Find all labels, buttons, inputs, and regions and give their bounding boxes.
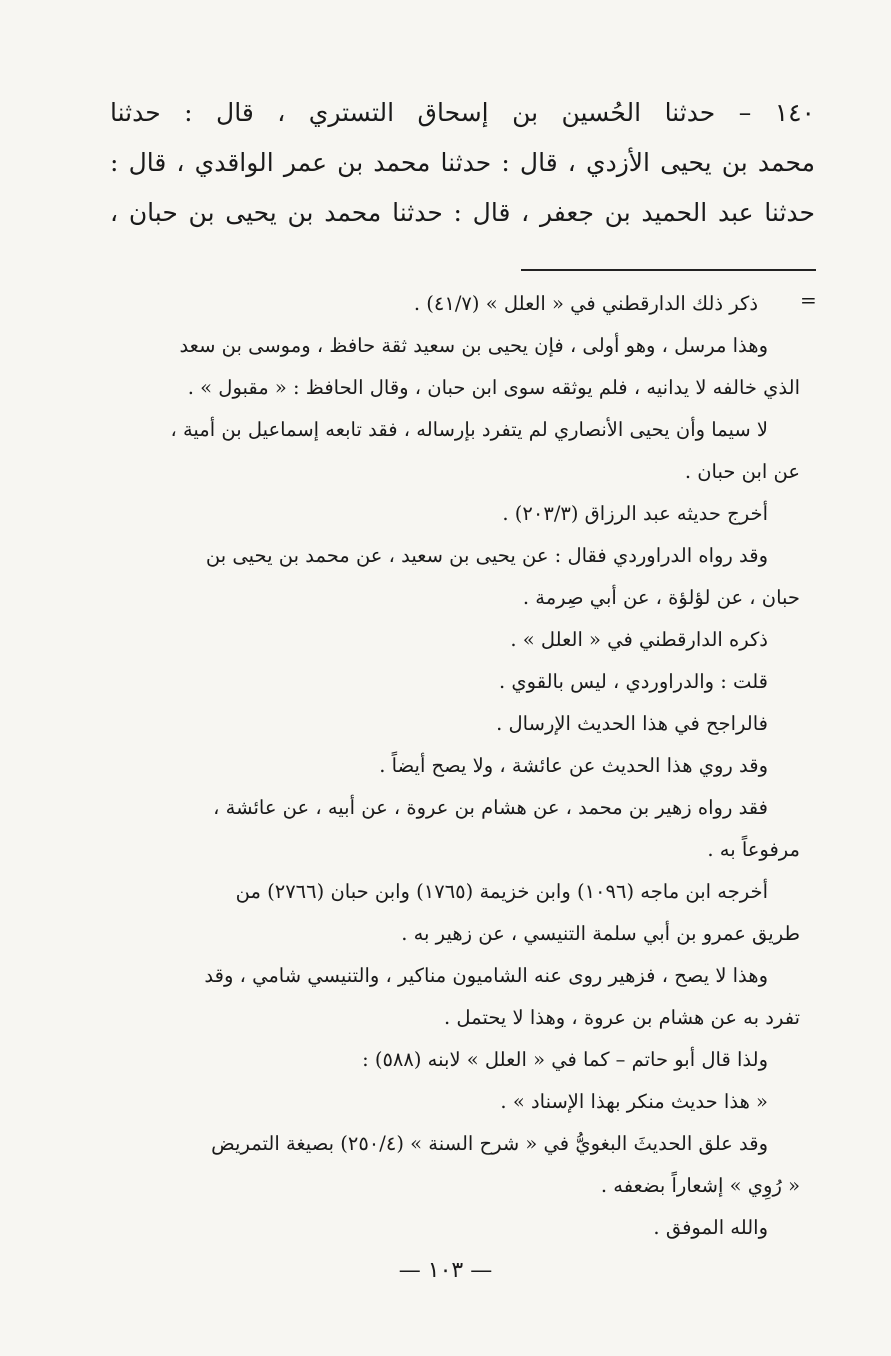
- footnote-continuation-marker: =: [800, 288, 817, 312]
- footnote-line: أخرجه ابن ماجه (١٠٩٦) وابن خزيمة (١٧٦٥) وابن حبان (٢٧٦٦) من: [235, 880, 768, 903]
- main-line: ١٤٠ – حدثنا الحُسين بن إسحاق التستري ، قال : حدثنا: [110, 98, 815, 127]
- footnote-line: « هذا حديث منكر بهذا الإسناد » .: [500, 1090, 768, 1113]
- footnote-line: حبان ، عن لؤلؤة ، عن أبي صِرمة .: [522, 586, 800, 609]
- footnote-line: قلت : والدراوردي ، ليس بالقوي .: [498, 670, 768, 693]
- footnote-line: وقد روي هذا الحديث عن عائشة ، ولا يصح أيضاً .: [379, 754, 768, 777]
- footnote-line: ذكره الدارقطني في « العلل » .: [510, 628, 768, 651]
- main-line: محمد بن يحيى الأزدي ، قال : حدثنا محمد بن عمر الواقدي ، قال :: [110, 148, 815, 177]
- footnote-line: الذي خالفه لا يدانيه ، فلم يوثقه سوى ابن حبان ، وقال الحافظ : « مقبول » .: [187, 376, 800, 399]
- footnote-line: وقد علق الحديثَ البغويُّ في « شرح السنة » (٢٥٠/٤) بصيغة التمريض: [211, 1132, 768, 1155]
- footnote-line: طريق عمرو بن أبي سلمة التنيسي ، عن زهير به .: [401, 922, 800, 945]
- footnote-line: ولذا قال أبو حاتم – كما في « العلل » لابنه (٥٨٨) :: [362, 1048, 768, 1071]
- footnote-line: لا سيما وأن يحيى الأنصاري لم يتفرد بإرساله ، فقد تابعه إسماعيل بن أمية ،: [170, 418, 768, 441]
- footnote-line: تفرد به عن هشام بن عروة ، وهذا لا يحتمل .: [444, 1006, 800, 1029]
- footnote-line: عن ابن حبان .: [684, 460, 800, 483]
- footnote-line: وهذا لا يصح ، فزهير روى عنه الشاميون مناكير ، والتنيسي شامي ، وقد: [204, 964, 768, 987]
- footnote-line: وقد رواه الدراوردي فقال : عن يحيى بن سعيد ، عن محمد بن يحيى بن: [205, 544, 768, 567]
- main-text: [110, 88, 815, 238]
- footnote-line: مرفوعاً به .: [707, 838, 800, 861]
- footnote-line: فالراجح في هذا الحديث الإرسال .: [496, 712, 768, 735]
- footnote-line: فقد رواه زهير بن محمد ، عن هشام بن عروة ، عن أبيه ، عن عائشة ،: [213, 796, 768, 819]
- footnote-line: ذكر ذلك الدارقطني في « العلل » (٤١/٧) .: [413, 292, 758, 315]
- footnote-line: وهذا مرسل ، وهو أولى ، فإن يحيى بن سعيد ثقة حافظ ، وموسى بن سعد: [179, 334, 768, 357]
- page-number: — ١٠٣ —: [398, 1258, 493, 1283]
- footnote-separator: [521, 269, 816, 271]
- footnote-line: والله الموفق .: [653, 1216, 768, 1239]
- footnote-line: أخرج حديثه عبد الرزاق (٢٠٣/٣) .: [502, 502, 768, 525]
- footnote-line: « رُوِي » إشعاراً بضعفه .: [600, 1174, 800, 1197]
- main-line: حدثنا عبد الحميد بن جعفر ، قال : حدثنا محمد بن يحيى بن حبان ،: [110, 198, 815, 227]
